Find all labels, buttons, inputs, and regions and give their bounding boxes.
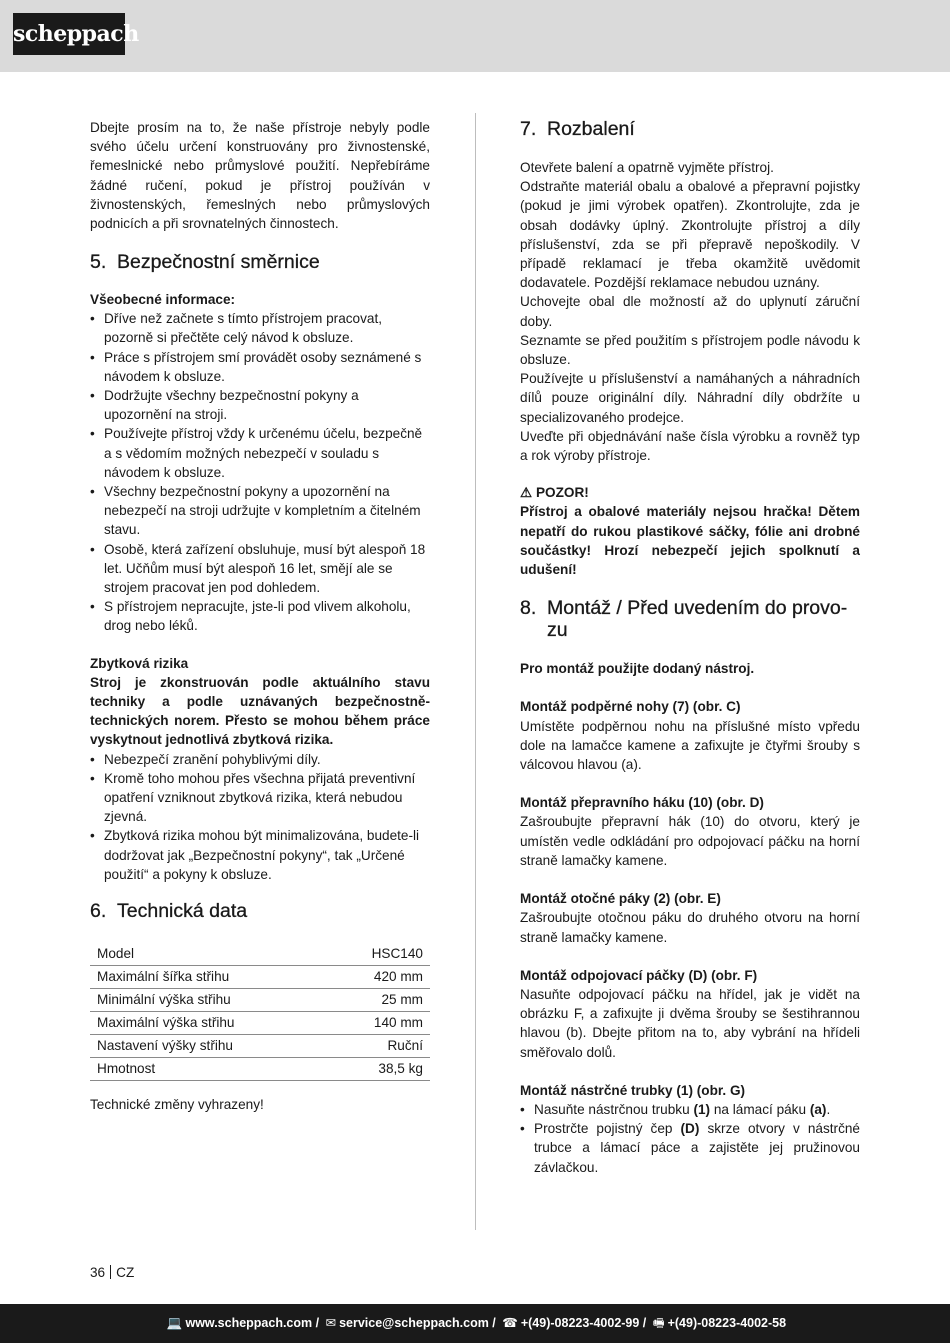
section-title: [547, 597, 847, 641]
section-title-line-1: Montáž / Před uvedením do provo-: [547, 597, 848, 620]
warning-icon: ⚠: [520, 485, 533, 501]
assembly-tube-list: [520, 1100, 860, 1177]
table-row: [90, 989, 430, 1012]
section-number: 6.: [90, 900, 107, 923]
text: .: [826, 1101, 831, 1117]
table-row: [90, 1035, 430, 1058]
table-cell-label: Hmotnost: [90, 1058, 327, 1081]
warning-text: Přístroj a obalové materiály nejsou hračka! Dětem nepatří do rukou plastikové sáčky, fólie ani drobné součástky! Hrozí nebezpečí jejich spolknutí a udušení!: [520, 504, 860, 578]
page-number: [90, 1265, 134, 1280]
table-cell-value: Ruční: [327, 1035, 430, 1058]
paragraph: Uveďte při objednávání naše čísla výrobku a rovněž typ a rok výroby přístroje.: [520, 428, 860, 464]
list-item: [520, 1119, 860, 1177]
paragraph: Odstraňte materiál obalu a obalové a přepravní pojistky (pokud je jimi výrobek opatřen). Zkontrolujte, zda je obsah dodávky úplný. Zkontrolujte přístroj a díly příslušenství, zda se při přepravě nepoškodily. V případě reklamací je třeba okamžitě uvědomit dodavatele. Pozdější reklamace nebudou uznány.: [520, 179, 860, 291]
footer-web: www.scheppach.com /: [185, 1316, 320, 1330]
paragraph: Seznamte se před použitím s přístrojem podle návodu k obsluze.: [520, 332, 860, 368]
residual-risks-list: [90, 750, 430, 884]
phone-icon: ☎: [502, 1316, 518, 1330]
page-header: [0, 0, 950, 72]
column-divider: [475, 113, 476, 1230]
table-cell-label: Maximální šířka střihu: [90, 966, 327, 989]
table-cell-label: Model: [90, 943, 327, 966]
section-title: Rozbalení: [547, 118, 635, 140]
fax-icon: 🖷: [652, 1316, 665, 1330]
list-item: [520, 1100, 860, 1119]
page-lang: CZ: [116, 1265, 135, 1280]
assembly-rotary-lever-text: Zašroubujte otočnou páku do druhého otvoru na horní straně lamačky kamene.: [520, 910, 860, 945]
footer-email: service@scheppach.com /: [339, 1316, 496, 1330]
text-bold: (1): [693, 1101, 711, 1117]
table-cell-value: 420 mm: [327, 966, 430, 989]
list-item: • Dříve než začnete s tímto přístrojem pracovat, pozorně si přečtěte celý návod k obsluze.: [90, 309, 430, 347]
text: Prostrčte pojistný čep: [534, 1121, 681, 1137]
footer-fax: +(49)-08223-4002-58: [667, 1316, 787, 1330]
section-number: 7.: [520, 118, 537, 140]
assembly-transport-hook-title: Montáž přepravního háku (10) (obr. D): [520, 795, 764, 811]
technical-data-table: [90, 943, 430, 1081]
table-row: [90, 1012, 430, 1035]
paragraph: Uchovejte obal dle možností až do uplynutí záruční doby.: [520, 294, 860, 329]
intro-paragraph: Dbejte prosím na to, že naše přístroje nebyly podle svého účelu určení konstruovány pro živnostenské, řemeslnické nebo průmyslové použití. Nepřebíráme žádné ručení, pokud je přístroj používán v živnostenských, řemeslných nebo průmyslových podnicích a při srovnatelných činnostech.: [90, 120, 430, 232]
residual-risks-title: Zbytková rizika: [90, 655, 189, 671]
assembly-tube-title: Montáž nástrčné trubky (1) (obr. G): [520, 1082, 746, 1098]
section-6-heading: [90, 900, 430, 922]
right-column: [520, 118, 860, 1177]
scheppach-logo: scheppach: [13, 13, 125, 55]
warning-label: POZOR!: [535, 485, 589, 501]
paragraph: Používejte u příslušenství a namáhaných a náhradních dílů pouze originální díly. Náhradní díly obdržíte u specializovaného prodejce.: [520, 371, 860, 425]
tool-note: Pro montáž použijte dodaný nástroj.: [520, 661, 755, 677]
mail-icon: ✉: [325, 1316, 337, 1330]
table-cell-value: 25 mm: [327, 989, 430, 1012]
table-cell-value: HSC140: [327, 943, 430, 966]
section-8-heading: [520, 597, 860, 641]
table-cell-label: Nastavení výšky střihu: [90, 1035, 327, 1058]
section-number: 5.: [90, 251, 107, 273]
table-row: [90, 943, 430, 966]
page-separator: [110, 1265, 111, 1279]
text: skrze otvory v nástrčné trubce a lámací páce a zajistěte jej pružinovou závlačkou.: [534, 1121, 860, 1175]
table-row: [90, 966, 430, 989]
computer-icon: 💻: [166, 1316, 183, 1330]
assembly-transport-hook-text: Zašroubujte přepravní hák (10) do otvoru, který je umístěn vedle odkládání pro odpojovací páčku na horní straně lamačky kamene.: [520, 814, 860, 868]
table-cell-value: 38,5 kg: [327, 1058, 430, 1081]
text: na lámací páku: [710, 1101, 810, 1117]
list-item: • Používejte přístroj vždy k určenému účelu, bezpečně a s vědomím možných nebezpečí v souladu s návodem k obsluze.: [90, 424, 430, 482]
list-item: • Zbytková rizika mohou být minimalizována, budete-li dodržovat jak „Bezpečnostní pokyny“, tak „Určené použití“ a pokyny k obsluze.: [90, 826, 430, 884]
warning-title: [520, 483, 860, 502]
technical-note: Technické změny vyhrazeny!: [90, 1097, 264, 1113]
assembly-support-leg-title: Montáž podpěrné nohy (7) (obr. C): [520, 699, 741, 715]
assembly-release-lever-text: Nasuňte odpojovací páčku na hřídel, jak je vidět na obrázku F, a zafixujte ji dvěma šrouby se šestihrannou hlavou (b). Dbejte přitom na to, aby vybrání na hřídeli směřovalo dolů.: [520, 986, 860, 1060]
table-cell-value: 140 mm: [327, 1012, 430, 1035]
list-item: • Všechny bezpečnostní pokyny a upozornění na nebezpečí na stroji udržujte v kompletním a čitelném stavu.: [90, 482, 430, 540]
table-cell-label: Minimální výška střihu: [90, 989, 327, 1012]
section-title: Bezpečnostní směrnice: [117, 251, 320, 273]
list-item: • Dodržujte všechny bezpečnostní pokyny a upozornění na stroji.: [90, 386, 430, 424]
assembly-rotary-lever-title: Montáž otočné páky (2) (obr. E): [520, 891, 721, 907]
section-7-heading: [520, 118, 860, 140]
unpacking-text: [520, 158, 860, 465]
assembly-release-lever-title: Montáž odpojovací páčky (D) (obr. F): [520, 967, 758, 983]
page-footer: [0, 1304, 950, 1343]
section-5-heading: [90, 251, 430, 273]
list-item: • Kromě toho mohou přes všechna přijatá preventivní opatření vzniknout zbytková rizika, která nebudou zjevná.: [90, 769, 430, 827]
text-bold: (D): [680, 1121, 700, 1137]
table-row: [90, 1058, 430, 1081]
footer-phone: +(49)-08223-4002-99 /: [520, 1316, 647, 1330]
section-title-line-2: zu: [547, 619, 568, 642]
text-bold: (a): [809, 1101, 827, 1117]
assembly-support-leg-text: Umístěte podpěrnou nohu na příslušné místo vpředu dole na lamačce kamene a zafixujte je čtyřmi šrouby s válcovou hlavou (a).: [520, 718, 860, 773]
section-number: 8.: [520, 597, 537, 620]
list-item: • Osobě, která zařízení obsluhuje, musí být alespoň 18 let. Učňům musí být alespoň 16 let, smějí ale se strojem pracovat jen pod dohledem.: [90, 540, 430, 598]
general-info-title: Všeobecné informace:: [90, 292, 236, 307]
residual-risks-intro: Stroj je zkonstruován podle aktuálního stavu techniky a podle uznávaných bezpečnostně-technických norem. Přesto se mohou během práce vyskytnout jednotlivá zbytková rizika.: [90, 674, 430, 748]
page-num: 36: [90, 1265, 106, 1280]
list-item: • Nebezpečí zranění pohyblivými díly.: [90, 750, 430, 769]
general-info-list: [90, 309, 430, 635]
list-item: • S přístrojem nepracujte, jste-li pod vlivem alkoholu, drog nebo léků.: [90, 597, 430, 635]
paragraph: Otevřete balení a opatrně vyjměte přístroj.: [520, 160, 774, 175]
section-title: Technická data: [117, 900, 248, 923]
text: Nasuňte nástrčnou trubku: [534, 1101, 694, 1117]
left-column: [90, 118, 430, 1114]
list-item: • Práce s přístrojem smí provádět osoby seznámené s návodem k obsluze.: [90, 348, 430, 386]
table-cell-label: Maximální výška střihu: [90, 1012, 327, 1035]
